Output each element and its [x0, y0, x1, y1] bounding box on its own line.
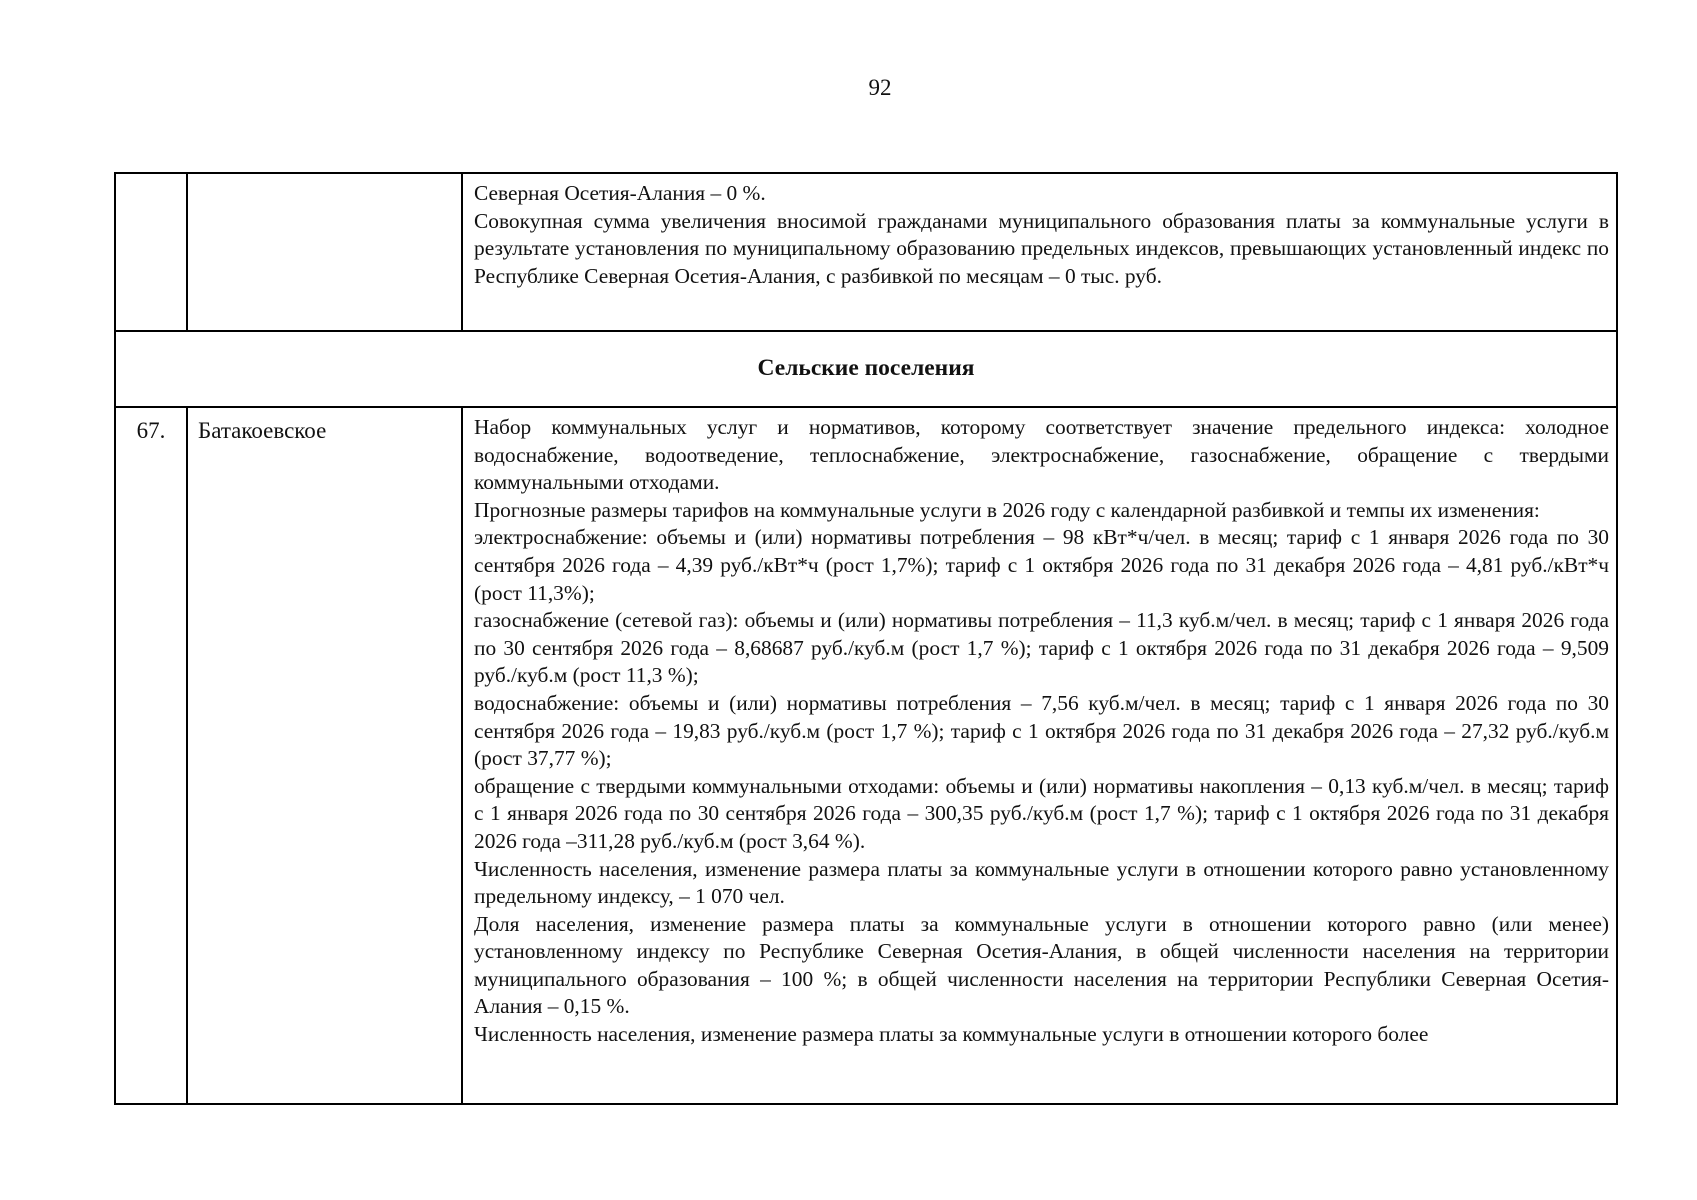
section-heading: Сельские поселения — [115, 331, 1617, 407]
description-paragraph: Совокупная сумма увеличения вносимой гражданами муниципального образования платы за коммунальные услуги в результате установления по муниципальному образованию предельных индексов, превышающих установленный индекс по Республике Северная Осетия-Алания, с разбивкой по месяцам – 0 тыс. руб. — [474, 208, 1609, 288]
description-paragraph: электроснабжение: объемы и (или) нормативы потребления – 98 кВт*ч/чел. в месяц; тариф с 1 января 2026 года по 30 сентября 2026 года – 4,39 руб./кВт*ч (рост 1,7%); тариф с 1 октября 2026 года по 31 декабря 2026 года – 4,81 руб./кВт*ч (рост 11,3%); — [474, 525, 1609, 605]
description-cell — [462, 407, 1617, 1104]
description-paragraph: Доля населения, изменение размера платы за коммунальные услуги в отношении которого равно (или менее) установленному индексу по Республике Северная Осетия-Алания, в общей численности населения на территории муниципального образования – 100 %; в общей численности населения на территории Республики Северная Осетия-Алания – 0,15 %. — [474, 911, 1609, 1019]
number-cell-empty — [115, 173, 187, 331]
description-paragraph: газоснабжение (сетевой газ): объемы и (или) нормативы потребления – 11,3 куб.м/чел. в месяц; тариф с 1 января 2026 года по 30 сентября 2026 года – 8,68687 руб./куб.м (рост 1,7 %); тариф с 1 октября 2026 года по 31 декабря 2026 года – 9,509 руб./куб.м (рост 11,3 %); — [474, 608, 1609, 688]
description-paragraph: Набор коммунальных услуг и нормативов, которому соответствует значение предельного индекса: холодное водоснабжение, водоотведение, теплоснабжение, электроснабжение, газоснабжение, обращение с твердыми коммунальными отходами. — [474, 415, 1609, 495]
tariff-table — [114, 172, 1618, 1105]
table-row-continuation — [115, 173, 1617, 331]
municipality-name: Батакоевское — [187, 407, 462, 1104]
description-paragraph: обращение с твердыми коммунальными отходами: объемы и (или) нормативы накопления – 0,13 куб.м/чел. в месяц; тариф с 1 января 2026 года по 30 сентября 2026 года – 300,35 руб./куб.м (рост 1,7 %); тариф с 1 октября 2026 года по 31 декабря 2026 года –311,28 руб./куб.м (рост 3,64 %). — [474, 773, 1609, 853]
page-number: 92 — [868, 75, 892, 100]
description-cell — [462, 173, 1617, 331]
table-row — [115, 407, 1617, 1104]
description-paragraph: Северная Осетия-Алания – 0 %. — [474, 181, 766, 205]
row-number: 67. — [115, 407, 187, 1104]
description-paragraph: Численность населения, изменение размера платы за коммунальные услуги в отношении которого более — [474, 1022, 1429, 1047]
description-paragraph: водоснабжение: объемы и (или) нормативы потребления – 7,56 куб.м/чел. в месяц; тариф с 1 января 2026 года по 30 сентября 2026 года – 19,83 руб./куб.м (рост 1,7 %); тариф с 1 октября 2026 года по 31 декабря 2026 года – 27,32 руб./куб.м (рост 37,77 %); — [474, 690, 1609, 771]
table-row-section — [115, 331, 1617, 407]
description-paragraph: Прогнозные размеры тарифов на коммунальные услуги в 2026 году с календарной разбивкой и темпы их изменения: — [474, 497, 1540, 522]
description-paragraph: Численность населения, изменение размера платы за коммунальные услуги в отношении которого равно установленному предельному индексу, – 1 070 чел. — [474, 856, 1609, 909]
name-cell-empty — [187, 173, 462, 331]
